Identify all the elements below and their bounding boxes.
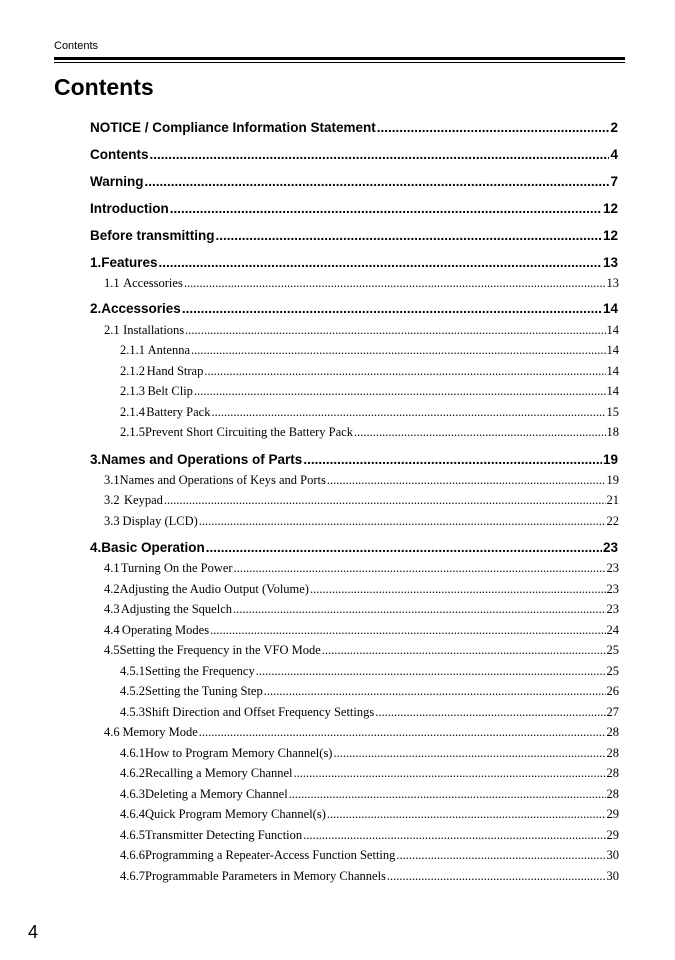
toc-section-number: 4.6.5 bbox=[120, 828, 145, 842]
toc-entry[interactable] bbox=[120, 869, 619, 884]
toc-page-number: 29 bbox=[606, 828, 619, 842]
toc-entry-title: Operating Modes bbox=[121, 623, 210, 637]
toc-entry[interactable] bbox=[120, 384, 619, 399]
toc-entry-title: 2.Accessories bbox=[90, 301, 181, 316]
toc-entry[interactable] bbox=[120, 343, 619, 358]
page-title: Contents bbox=[54, 74, 154, 100]
toc-section-number: 4.5.3 bbox=[120, 705, 145, 719]
toc-entry-title: Adjusting the Squelch bbox=[120, 602, 232, 616]
toc-section-number: 4.5.2 bbox=[120, 684, 145, 698]
toc-entry[interactable] bbox=[120, 766, 619, 781]
toc-entry-title: Warning bbox=[90, 174, 144, 189]
toc-page-number: 23 bbox=[606, 561, 619, 575]
toc-leader bbox=[194, 384, 606, 399]
toc-leader bbox=[204, 364, 605, 379]
toc-entry-title: Display (LCD) bbox=[122, 514, 198, 528]
toc-entry-title: Antenna bbox=[147, 343, 190, 357]
toc-page-number: 18 bbox=[606, 425, 619, 439]
toc-entry-title: Setting the Tuning Step bbox=[145, 684, 263, 698]
toc-leader bbox=[327, 807, 606, 822]
toc-entry[interactable] bbox=[104, 561, 619, 576]
toc-leader bbox=[303, 452, 602, 467]
toc-entry-title: Installations bbox=[123, 323, 185, 337]
toc-entry[interactable] bbox=[104, 623, 619, 638]
toc-page-number: 30 bbox=[606, 869, 619, 883]
toc-page-number: 27 bbox=[606, 705, 619, 719]
toc-leader bbox=[216, 228, 602, 243]
toc-section-number: 2.1.3 bbox=[120, 384, 145, 398]
toc-entry-title: Contents bbox=[90, 147, 149, 162]
toc-page-number: 15 bbox=[606, 405, 619, 419]
toc-page-number: 14 bbox=[606, 364, 619, 378]
page-number: 4 bbox=[28, 922, 39, 942]
toc-page-number: 29 bbox=[606, 807, 619, 821]
toc-entry-title: Setting the Frequency in the VFO Mode bbox=[119, 643, 321, 657]
toc-leader bbox=[310, 582, 606, 597]
toc-leader bbox=[170, 201, 602, 216]
toc-entry[interactable] bbox=[120, 787, 619, 802]
toc-entry[interactable] bbox=[104, 582, 619, 597]
toc-entry[interactable] bbox=[90, 301, 618, 316]
toc-entry-title: Programmable Parameters in Memory Channels bbox=[145, 869, 386, 883]
toc-entry-title: Transmitter Detecting Function bbox=[145, 828, 303, 842]
toc-entry[interactable] bbox=[90, 120, 618, 135]
toc-leader bbox=[303, 828, 605, 843]
toc-page-number: 23 bbox=[602, 540, 618, 555]
toc-entry[interactable] bbox=[120, 405, 619, 420]
toc-page-number: 28 bbox=[606, 766, 619, 780]
toc-entry-title: 3.Names and Operations of Parts bbox=[90, 452, 303, 467]
toc-entry-title: Turning On the Power bbox=[120, 561, 233, 575]
toc-entry-title: Memory Mode bbox=[122, 725, 198, 739]
toc-leader bbox=[199, 725, 606, 740]
toc-section-number: 4.6.1 bbox=[120, 746, 145, 760]
toc-section-number: 4.5 bbox=[104, 643, 120, 657]
toc-entry[interactable] bbox=[120, 364, 619, 379]
toc-section-number: 3.1 bbox=[104, 473, 120, 487]
toc-entry[interactable] bbox=[104, 276, 619, 291]
toc-leader bbox=[322, 643, 606, 658]
toc-page-number: 26 bbox=[606, 684, 619, 698]
toc-entry[interactable] bbox=[90, 228, 618, 243]
toc-entry[interactable] bbox=[104, 473, 619, 488]
toc-leader bbox=[145, 174, 610, 189]
toc-leader bbox=[164, 493, 606, 508]
toc-page-number: 4 bbox=[610, 147, 618, 162]
toc-section-number: 4.3 bbox=[104, 602, 120, 616]
toc-page-number: 12 bbox=[602, 228, 618, 243]
toc-page-number: 14 bbox=[606, 343, 619, 357]
toc-section-number: 3.3 bbox=[104, 514, 120, 528]
toc-section-number: 2.1 bbox=[104, 323, 120, 337]
toc-entry-title: Before transmitting bbox=[90, 228, 215, 243]
toc-page-number: 25 bbox=[606, 643, 619, 657]
toc-leader bbox=[377, 120, 610, 135]
toc-entry-title: Introduction bbox=[90, 201, 169, 216]
toc-entry-title: Belt Clip bbox=[147, 384, 193, 398]
toc-entry[interactable] bbox=[104, 493, 619, 508]
toc-entry-title: NOTICE / Compliance Information Statement bbox=[90, 120, 376, 135]
toc-entry[interactable] bbox=[104, 514, 619, 529]
toc-entry-title: Quick Program Memory Channel(s) bbox=[145, 807, 326, 821]
toc-section-number: 4.6.2 bbox=[120, 766, 145, 780]
toc-leader bbox=[256, 664, 606, 679]
toc-section-number: 3.2 bbox=[104, 493, 120, 507]
toc-section-number: 4.6 bbox=[104, 725, 120, 739]
toc-page-number: 25 bbox=[606, 664, 619, 678]
toc-page-number: 28 bbox=[606, 725, 619, 739]
toc-entry[interactable] bbox=[120, 848, 619, 863]
toc-leader bbox=[191, 343, 606, 358]
toc-page-number: 21 bbox=[606, 493, 619, 507]
toc-page-number: 22 bbox=[606, 514, 619, 528]
toc-entry-title: Deleting a Memory Channel bbox=[145, 787, 288, 801]
toc-leader bbox=[210, 623, 605, 638]
toc-page-number: 24 bbox=[606, 623, 619, 637]
toc-entry[interactable] bbox=[120, 684, 619, 699]
toc-section-number: 2.1.2 bbox=[120, 364, 145, 378]
toc-section-number: 4.2 bbox=[104, 582, 120, 596]
toc-section-number: 2.1.1 bbox=[120, 343, 145, 357]
toc-leader bbox=[185, 323, 605, 338]
toc-leader bbox=[182, 301, 602, 316]
toc-page-number: 13 bbox=[602, 255, 618, 270]
toc-leader bbox=[150, 147, 610, 162]
toc-section-number: 4.5.1 bbox=[120, 664, 145, 678]
toc-page-number: 7 bbox=[610, 174, 618, 189]
toc-page-number: 13 bbox=[606, 276, 619, 290]
toc-entry-title: How to Program Memory Channel(s) bbox=[145, 746, 333, 760]
toc-leader bbox=[375, 705, 605, 720]
toc-page-number: 12 bbox=[602, 201, 618, 216]
toc-entry-title: Prevent Short Circuiting the Battery Pack bbox=[145, 425, 353, 439]
toc-entry-title: Recalling a Memory Channel bbox=[145, 766, 293, 780]
toc-page-number: 19 bbox=[606, 473, 619, 487]
toc-section-number: 4.4 bbox=[104, 623, 120, 637]
toc-leader bbox=[354, 425, 606, 440]
toc-leader bbox=[396, 848, 605, 863]
toc-entry[interactable] bbox=[90, 255, 618, 270]
toc-section-number: 4.6.7 bbox=[120, 869, 145, 883]
toc-leader bbox=[206, 540, 602, 555]
toc-leader bbox=[333, 746, 605, 761]
toc-entry-title: Adjusting the Audio Output (Volume) bbox=[119, 582, 309, 596]
toc-leader bbox=[234, 561, 606, 576]
toc-entry[interactable] bbox=[104, 725, 619, 740]
toc-page-number: 2 bbox=[610, 120, 618, 135]
toc-entry[interactable] bbox=[120, 807, 619, 822]
toc-entry[interactable] bbox=[120, 664, 619, 679]
toc-entry-title: Shift Direction and Offset Frequency Settings bbox=[145, 705, 375, 719]
toc-entry[interactable] bbox=[120, 746, 619, 761]
toc-entry[interactable] bbox=[90, 540, 618, 555]
toc-leader bbox=[233, 602, 606, 617]
toc-section-number: 2.1.4 bbox=[120, 405, 145, 419]
running-header: Contents bbox=[54, 40, 99, 52]
toc-leader bbox=[327, 473, 606, 488]
toc-entry[interactable] bbox=[120, 425, 619, 440]
toc-entry-title: Hand Strap bbox=[146, 364, 204, 378]
toc-entry[interactable] bbox=[104, 323, 619, 338]
toc-leader bbox=[199, 514, 606, 529]
toc-entry-title: Names and Operations of Keys and Ports bbox=[119, 473, 326, 487]
toc-entry[interactable] bbox=[90, 452, 618, 467]
toc-page-number: 23 bbox=[606, 582, 619, 596]
toc-entry[interactable] bbox=[104, 643, 619, 658]
toc-leader bbox=[184, 276, 606, 291]
toc-entry[interactable] bbox=[90, 147, 618, 162]
toc-page-number: 14 bbox=[606, 384, 619, 398]
toc-entry-title: Programming a Repeater-Access Function Setting bbox=[145, 848, 396, 862]
toc-page-number: 23 bbox=[606, 602, 619, 616]
toc-leader bbox=[159, 255, 602, 270]
toc-entry-title: Keypad bbox=[124, 493, 163, 507]
toc-page-number: 28 bbox=[606, 787, 619, 801]
toc-entry[interactable] bbox=[90, 201, 618, 216]
toc-leader bbox=[264, 684, 606, 699]
toc-leader bbox=[387, 869, 606, 884]
toc-page-number: 14 bbox=[606, 323, 619, 337]
toc-section-number: 4.6.3 bbox=[120, 787, 145, 801]
toc-entry[interactable] bbox=[90, 174, 618, 189]
toc-entry[interactable] bbox=[120, 828, 619, 843]
toc-entry[interactable] bbox=[104, 602, 619, 617]
toc-section-number: 2.1.5 bbox=[120, 425, 145, 439]
toc-entry-title: Battery Pack bbox=[146, 405, 211, 419]
toc-entry-title: Setting the Frequency bbox=[145, 664, 255, 678]
toc-section-number: 1.1 bbox=[104, 276, 120, 290]
toc-section-number: 4.6.4 bbox=[120, 807, 145, 821]
toc-section-number: 4.1 bbox=[104, 561, 120, 575]
toc-section-number: 4.6.6 bbox=[120, 848, 145, 862]
toc-entry-title: 1.Features bbox=[90, 255, 158, 270]
toc-page-number: 19 bbox=[602, 452, 618, 467]
toc-leader bbox=[289, 787, 606, 802]
toc-page-number: 28 bbox=[606, 746, 619, 760]
toc-entry-title: Accessories bbox=[123, 276, 183, 290]
toc-entry[interactable] bbox=[120, 705, 619, 720]
toc-entry-title: 4.Basic Operation bbox=[90, 540, 205, 555]
toc-page-number: 30 bbox=[606, 848, 619, 862]
toc-leader bbox=[211, 405, 605, 420]
toc-leader bbox=[294, 766, 606, 781]
toc-page-number: 14 bbox=[602, 301, 618, 316]
